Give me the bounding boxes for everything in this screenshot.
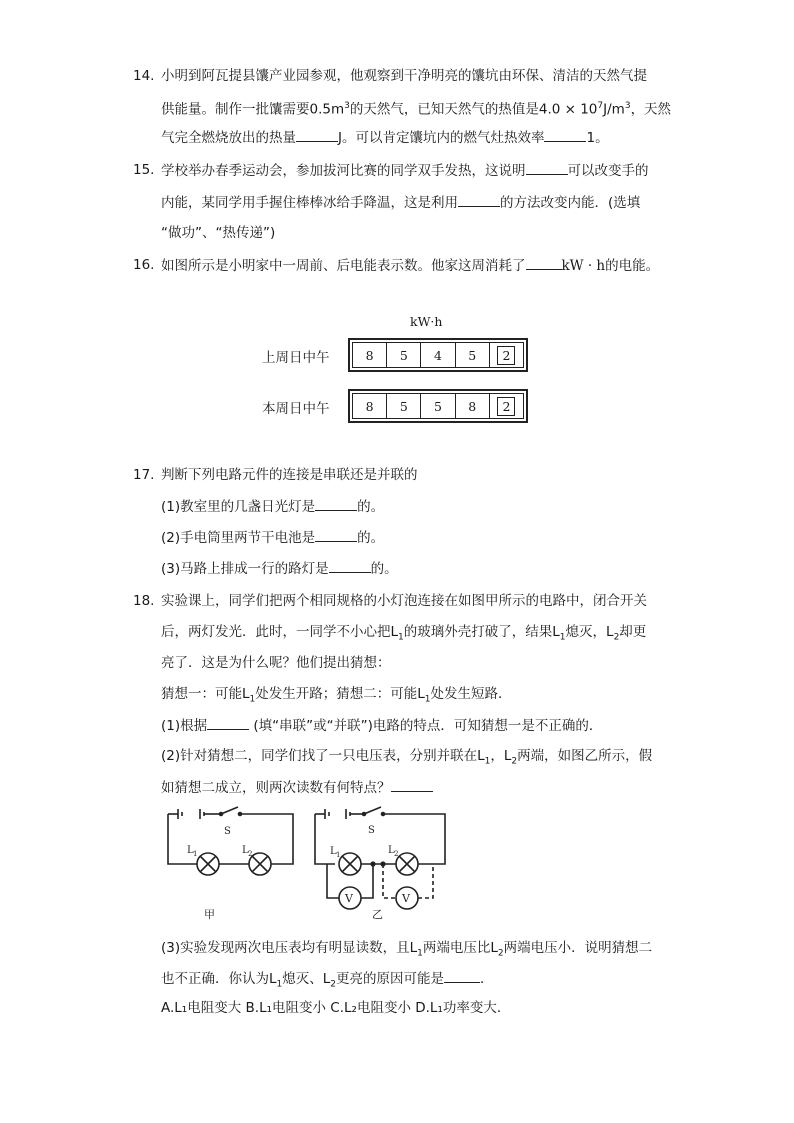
answer-blank[interactable] (391, 778, 433, 792)
q18-line5: (1)根据 (填“串联”或“并联”)电路的特点．可知猜想一是不正确的． (161, 718, 603, 734)
figure-label-jia: 甲 (204, 908, 215, 921)
svg-text:1: 1 (193, 850, 198, 858)
answer-blank[interactable] (329, 559, 371, 573)
q15-line2: 内能，某同学用手握住棒棒冰给手降温，这是利用 的方法改变内能．(选填 (161, 195, 641, 211)
svg-text:L: L (388, 845, 395, 856)
q18-line2: 后，两灯发光．此时，一同学不小心把$L_1$的玻璃外壳打破了，结果$L_1$熄灭，$L_2$却更 (161, 624, 647, 643)
figure-label-yi: 乙 (372, 908, 383, 921)
q15-line3: “做功”、“热传递”) (161, 225, 276, 241)
meter-decimal-digit: 2 (490, 343, 523, 367)
answer-blank[interactable] (315, 497, 357, 511)
q18-line8: (3)实验发现两次电压表均有明显读数，且$L_1$两端电压比$L_2$两端电压小．说明猜想二 (161, 940, 653, 959)
q18-number: 18. (133, 593, 155, 609)
q16-number: 16. (133, 257, 155, 273)
q18-line4: 猜想一：可能$L_1$处发生开路；猜想二：可能$L_1$处发生短路． (161, 686, 512, 705)
svg-text:V: V (402, 892, 410, 905)
answer-blank[interactable] (526, 161, 568, 175)
circuit-diagrams (158, 806, 458, 918)
svg-text:S: S (368, 825, 375, 836)
svg-text:L: L (187, 845, 194, 856)
q14-number: 14. (133, 68, 155, 84)
meter-digit: 5 (456, 343, 490, 367)
answer-blank[interactable] (444, 969, 480, 983)
q14-line3: 气完全燃烧放出的热量 J。可以肯定馕坑内的燃气灶热效率 1。 (161, 130, 609, 146)
meter-digit: 4 (421, 343, 455, 367)
meter-row-label: 本周日中午 (262, 401, 330, 417)
svg-text:L: L (242, 845, 249, 856)
meter-display (348, 389, 528, 423)
q17-item: (3)马路上排成一行的路灯是 的。 (161, 561, 398, 577)
meter-digit: 5 (387, 394, 421, 418)
answer-blank[interactable] (315, 528, 357, 542)
answer-blank[interactable] (526, 256, 562, 270)
q15-line1: 学校举办春季运动会，参加拔河比赛的同学双手发热，这说明 可以改变手的 (161, 163, 649, 179)
q14-line2: 供能量。制作一批馕需要$0.5m^3$的天然气，已知天然气的热值是$4.0 \times 10^7J/m^3$，天然 (161, 101, 672, 118)
q17-number: 17. (133, 467, 155, 483)
svg-text:2: 2 (394, 850, 399, 858)
q17-item: (1)教室里的几盏日光灯是 的。 (161, 499, 385, 515)
meter-display (348, 338, 528, 372)
q18-line3: 亮了．这是为什么呢？他们提出猜想： (161, 655, 391, 671)
meter-digit: 8 (456, 394, 490, 418)
svg-text:2: 2 (248, 850, 253, 858)
q15-number: 15. (133, 162, 155, 178)
meter-unit: kW·h (410, 314, 443, 329)
svg-text:1: 1 (336, 851, 341, 859)
answer-blank[interactable] (296, 128, 338, 142)
meter-digit: 8 (353, 343, 387, 367)
meter-digit: 5 (421, 394, 455, 418)
answer-blank[interactable] (207, 716, 249, 730)
svg-text:V: V (345, 892, 353, 905)
answer-blank[interactable] (458, 193, 500, 207)
q18-line7: 如猜想二成立，则两次读数有何特点？ (161, 778, 433, 797)
meter-digit: 8 (353, 394, 387, 418)
circuit-jia (168, 807, 293, 875)
svg-text:S: S (224, 826, 231, 837)
q16-line1: 如图所示是小明家中一周前、后电能表示数。他家这周消耗了 kW · h的电能。 (161, 258, 660, 274)
circuit-yi (315, 807, 445, 909)
svg-text:L: L (330, 846, 337, 857)
q17-title: 判断下列电路元件的连接是串联还是并联的 (161, 467, 418, 483)
q17-item: (2)手电筒里两节干电池是 的。 (161, 530, 385, 546)
q18-line1: 实验课上，同学们把两个相同规格的小灯泡连接在如图甲所示的电路中，闭合开关 (161, 593, 647, 609)
q14-line1: 小明到阿瓦提县馕产业园参观，他观察到干净明亮的馕坑由环保、清洁的天然气提 (161, 68, 647, 84)
meter-digit: 5 (387, 343, 421, 367)
meter-decimal-digit: 2 (490, 394, 523, 418)
q18-line6: (2)针对猜想二，同学们找了一只电压表，分别并联在$L_1$，$L_2$两端，如图乙所示，假 (161, 748, 653, 767)
q18-options: A.L₁电阻变大 B.L₁电阻变小 C.L₂电阻变小 D.L₁功率变大． (161, 1000, 511, 1016)
q18-line9: 也不正确．你认为$L_1$熄灭、$L_2$更亮的原因可能是 ． (161, 971, 494, 990)
meter-row-label: 上周日中午 (262, 350, 330, 366)
answer-blank[interactable] (544, 128, 586, 142)
